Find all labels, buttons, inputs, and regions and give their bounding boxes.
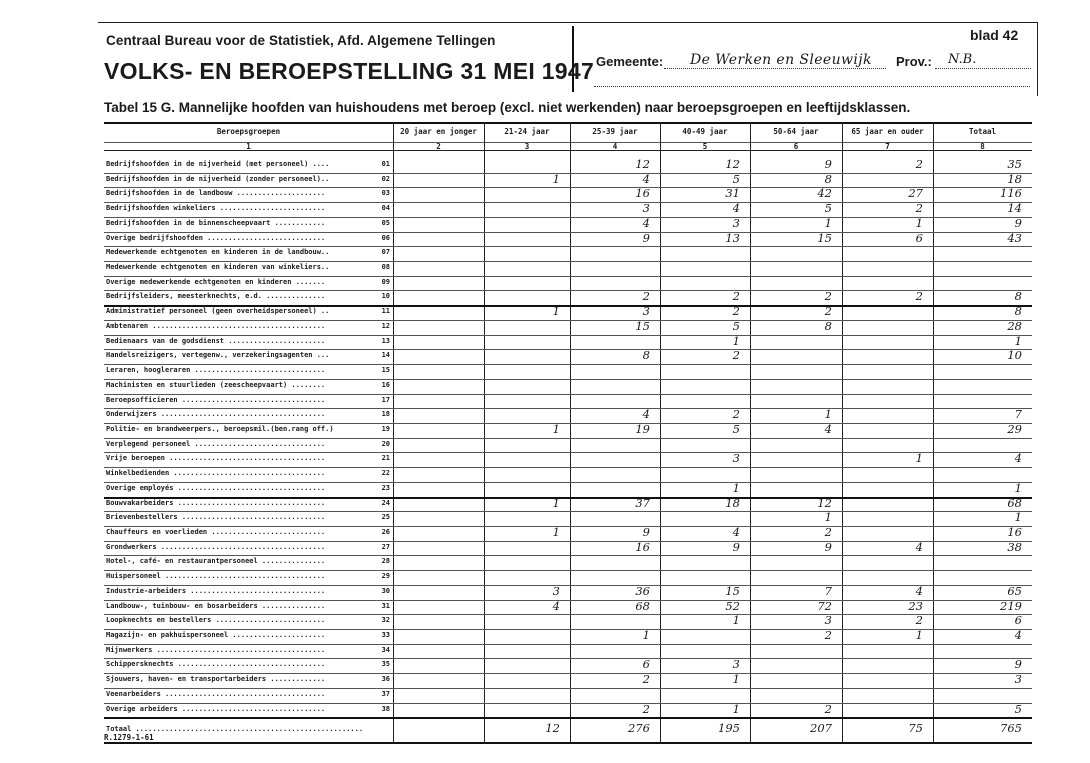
cell-value: 6: [915, 230, 923, 245]
cell-value: 35: [1007, 157, 1022, 171]
cell-value: 5: [1014, 701, 1022, 716]
cell-value: 8: [824, 171, 832, 186]
column-number: 7: [885, 141, 890, 151]
row-label: Loopknechts en bestellers ..........................: [106, 616, 326, 625]
cell-value: 3: [732, 215, 740, 230]
column-divider: [933, 122, 934, 742]
column-header: Totaal: [968, 127, 997, 136]
row-label: Mijnwerkers ........................................: [106, 645, 326, 654]
province-value: N.B.: [948, 52, 977, 67]
column-header: 65 jaar en ouder: [851, 127, 924, 136]
cell-value: 2: [732, 289, 740, 304]
cell-value: 2: [915, 613, 923, 628]
cell-value: 2: [642, 289, 650, 304]
row-label: Bedrijfshoofden in de nijverheid (zonder personeel)..: [106, 174, 330, 183]
row-code: 25: [381, 513, 390, 522]
cell-value: 1: [732, 672, 740, 687]
total-label: Totaal ......................................................: [106, 725, 364, 734]
cell-value: 2: [915, 289, 923, 304]
row-label: Machinisten en stuurlieden (zeescheepvaart) ........: [106, 380, 326, 389]
row-label: Schippersknechts ...................................: [106, 660, 326, 669]
cell-value: 9: [642, 525, 650, 539]
row-code: 19: [381, 424, 390, 433]
census-title: VOLKS- EN BEROEPSTELLING 31 MEI 1947: [104, 58, 595, 84]
cell-value: 16: [1007, 525, 1022, 539]
cell-value: 2: [824, 304, 832, 319]
group-separator: [104, 717, 1032, 719]
table-bottom-rule: [104, 742, 1032, 744]
gemeente-dotted-line: [664, 68, 886, 69]
column-divider: [750, 122, 751, 742]
cell-value: 12: [635, 157, 650, 171]
table-title: Tabel 15 G. Mannelijke hoofden van huishoudens met beroep (excl. niet werkenden) naar beroepsgroepen en leeftijdsklassen.: [104, 100, 911, 115]
cell-value: 7: [824, 583, 832, 598]
cell-value: 2: [642, 701, 650, 716]
cell-value: 4: [915, 583, 923, 598]
cell-value: 12: [725, 157, 740, 171]
cell-value: 2: [824, 628, 832, 643]
cell-value: 9: [732, 539, 740, 554]
column-number: 8: [980, 141, 985, 151]
province-label: Prov.:: [896, 54, 932, 69]
row-label: Overige bedrijfshoofden ............................: [106, 233, 326, 242]
cell-value: 3: [732, 657, 740, 672]
row-code: 34: [381, 645, 390, 654]
cell-value: 1: [732, 701, 740, 716]
row-code: 33: [381, 631, 390, 640]
row-code: 02: [381, 174, 390, 183]
row-code: 36: [381, 675, 390, 684]
row-label: Sjouwers, haven- en transportarbeiders .............: [106, 675, 326, 684]
cell-value: 1: [915, 451, 923, 466]
cell-value: 5: [824, 201, 832, 216]
row-code: 38: [381, 704, 390, 713]
row-label: Bedrijfshoofden in de landbouw .....................: [106, 189, 326, 198]
column-divider: [660, 122, 661, 742]
row-label: Brievenbestellers ..................................: [106, 513, 326, 522]
row-label: Onderwijzers .......................................: [106, 410, 326, 419]
row-rule: [104, 320, 1032, 321]
row-code: 17: [381, 395, 390, 404]
cell-value: 72: [817, 598, 832, 613]
row-code: 07: [381, 248, 390, 257]
row-label: Ambtenaren .........................................: [106, 321, 326, 330]
province-dotted-line: [935, 68, 1031, 69]
cell-value: 1: [824, 510, 832, 525]
cell-value: 9: [642, 230, 650, 245]
cell-value: 219: [1000, 598, 1022, 613]
row-rule: [104, 349, 1032, 350]
row-label: Bedienaars van de godsdienst .......................: [106, 336, 326, 345]
cell-value: 2: [824, 289, 832, 304]
row-label: Beroepsofficieren ..................................: [106, 395, 326, 404]
row-code: 26: [381, 528, 390, 536]
row-label: Veenarbeiders ......................................: [106, 689, 326, 698]
cell-value: 3: [642, 304, 650, 319]
column-header: 25-39 jaar: [592, 127, 638, 136]
row-code: 37: [381, 689, 390, 698]
cell-value: 19: [635, 421, 650, 436]
cell-value: 2: [732, 407, 740, 422]
cell-value: 1: [915, 628, 923, 643]
cell-value: 2: [824, 701, 832, 716]
row-code: 04: [381, 204, 390, 213]
row-rule: [104, 482, 1032, 483]
cell-value: 15: [725, 583, 740, 598]
gemeente-value: De Werken en Sleeuwijk: [690, 52, 872, 68]
cell-value: 18: [1007, 171, 1022, 186]
cell-value: 27: [908, 186, 923, 201]
row-code: 06: [381, 233, 390, 242]
cell-value: 16: [635, 539, 650, 554]
cell-value: 4: [552, 598, 560, 613]
row-code: 22: [381, 469, 390, 478]
row-label: Landbouw-, tuinbouw- en bosarbeiders ...............: [106, 601, 326, 610]
row-code: 05: [381, 218, 390, 227]
cell-value: 1: [552, 304, 560, 319]
cell-value: 1: [1014, 480, 1022, 495]
gemeente-label: Gemeente:: [596, 54, 664, 69]
total-value: 276: [628, 721, 650, 736]
extra-dotted-line: [594, 86, 1030, 87]
cell-value: 4: [732, 525, 740, 539]
cell-value: 8: [1014, 289, 1022, 304]
cell-value: 4: [1014, 451, 1022, 466]
cell-value: 9: [824, 157, 832, 171]
cell-value: 15: [635, 318, 650, 333]
row-code: 27: [381, 542, 390, 551]
total-value: 207: [810, 721, 832, 736]
cell-value: 1: [732, 333, 740, 348]
cell-value: 3: [1014, 672, 1022, 687]
row-label: Magazijn- en pakhuispersoneel ......................: [106, 631, 326, 640]
cell-value: 4: [642, 215, 650, 230]
column-number: 1: [246, 141, 251, 151]
row-code: 28: [381, 557, 390, 566]
row-code: 09: [381, 277, 390, 286]
row-rule: [104, 688, 1032, 689]
total-value: 75: [908, 721, 923, 736]
form-code: R.1279-1-61: [104, 733, 154, 742]
cell-value: 1: [1014, 333, 1022, 348]
table-top-rule: [104, 122, 1032, 124]
row-code: 03: [381, 189, 390, 198]
row-label: Grondwerkers .......................................: [106, 542, 326, 551]
column-header: Beroepsgroepen: [216, 127, 281, 136]
cell-value: 3: [552, 583, 560, 598]
column-divider: [484, 122, 485, 742]
cell-value: 43: [1007, 230, 1022, 245]
total-value: 765: [1000, 721, 1022, 736]
cell-value: 6: [642, 657, 650, 672]
cell-value: 2: [732, 348, 740, 363]
cell-value: 5: [732, 171, 740, 186]
row-rule: [104, 570, 1032, 571]
row-rule: [104, 173, 1032, 174]
row-code: 32: [381, 616, 390, 625]
cell-value: 4: [824, 421, 832, 436]
row-rule: [104, 438, 1032, 439]
cell-value: 3: [732, 451, 740, 466]
cell-value: 31: [725, 186, 740, 201]
row-label: Bouwvakarbeiders ...................................: [106, 498, 326, 507]
row-rule: [104, 673, 1032, 674]
cell-value: 68: [1007, 495, 1022, 510]
cell-value: 8: [824, 318, 832, 333]
row-rule: [104, 423, 1032, 424]
cell-value: 1: [1014, 510, 1022, 525]
cell-value: 12: [817, 495, 832, 510]
cell-value: 29: [1007, 421, 1022, 436]
row-rule: [104, 335, 1032, 336]
row-rule: [104, 379, 1032, 380]
row-label: Industrie-arbeiders ................................: [106, 586, 326, 595]
cell-value: 15: [817, 230, 832, 245]
column-number: 3: [524, 141, 530, 151]
row-label: Bedrijfshoofden in de nijverheid (met personeel) ....: [106, 160, 330, 168]
cell-value: 8: [642, 348, 650, 363]
row-label: Administratief personeel (geen overheidspersoneel) ..: [106, 307, 330, 316]
row-label: Verplegend personeel ...............................: [106, 439, 326, 448]
cell-value: 1: [552, 495, 560, 510]
row-rule: [104, 644, 1032, 645]
row-code: 16: [381, 380, 390, 389]
row-label: Politie- en brandweerpers., beroepsmil.(ben.rang off.): [106, 424, 334, 433]
row-label: Overige employés ...................................: [106, 483, 326, 492]
cell-value: 38: [1007, 539, 1022, 554]
row-code: 20: [381, 439, 390, 448]
row-code: 23: [381, 483, 390, 492]
cell-value: 5: [732, 421, 740, 436]
cell-value: 1: [642, 628, 650, 643]
frame-right-border: [1037, 22, 1038, 96]
column-number: 5: [702, 141, 708, 151]
row-label: Hotel-, café- en restaurantpersoneel ...............: [106, 557, 326, 566]
column-divider: [842, 122, 843, 742]
cell-value: 42: [817, 186, 832, 201]
organization-name: Centraal Bureau voor de Statistiek, Afd. Algemene Tellingen: [106, 33, 496, 48]
cell-value: 13: [725, 230, 740, 245]
row-rule: [104, 526, 1032, 527]
row-rule: [104, 703, 1032, 704]
cell-value: 16: [635, 186, 650, 201]
row-code: 13: [381, 336, 390, 345]
row-code: 12: [381, 321, 390, 330]
cell-value: 2: [642, 672, 650, 687]
row-rule: [104, 246, 1032, 247]
cell-value: 10: [1007, 348, 1022, 363]
cell-value: 23: [908, 598, 923, 613]
row-code: 21: [381, 454, 390, 463]
row-label: Chauffeurs en voerlieden ...........................: [106, 528, 326, 536]
cell-value: 2: [915, 157, 923, 171]
cell-value: 3: [642, 201, 650, 216]
cell-value: 1: [732, 480, 740, 495]
cell-value: 1: [552, 171, 560, 186]
total-value: 12: [545, 721, 560, 736]
row-code: 08: [381, 263, 390, 272]
cell-value: 7: [1014, 407, 1022, 422]
cell-value: 2: [824, 525, 832, 539]
cell-value: 6: [1014, 613, 1022, 628]
row-code: 11: [381, 307, 390, 316]
cell-value: 116: [1000, 186, 1022, 201]
cell-value: 18: [725, 495, 740, 510]
row-rule: [104, 408, 1032, 409]
cell-value: 2: [915, 201, 923, 216]
row-code: 31: [381, 601, 390, 610]
total-value: 195: [718, 721, 740, 736]
cell-value: 9: [1014, 657, 1022, 672]
column-number: 4: [612, 141, 618, 151]
row-code: 30: [381, 586, 390, 595]
row-code: 18: [381, 410, 390, 419]
cell-value: 4: [1014, 628, 1022, 643]
row-label: Winkelbedienden ....................................: [106, 469, 326, 478]
row-code: 14: [381, 351, 390, 360]
cell-value: 65: [1007, 583, 1022, 598]
column-header: 50-64 jaar: [773, 127, 819, 136]
cell-value: 1: [824, 215, 832, 230]
row-rule: [104, 394, 1032, 395]
column-header: 20 jaar en jonger: [400, 127, 477, 136]
cell-value: 52: [725, 598, 740, 613]
cell-value: 3: [824, 613, 832, 628]
row-code: 01: [381, 160, 390, 168]
row-label: Medewerkende echtgenoten en kinderen van winkeliers..: [106, 263, 330, 272]
column-divider: [393, 122, 394, 742]
row-label: Overige arbeiders ..................................: [106, 704, 326, 713]
cell-value: 9: [824, 539, 832, 554]
row-label: Medewerkende echtgenoten en kinderen in de landbouw..: [106, 248, 330, 257]
row-label: Bedrijfshoofden winkeliers .........................: [106, 204, 326, 213]
cell-value: 1: [552, 525, 560, 539]
row-label: Vrije beroepen .....................................: [106, 454, 326, 463]
row-label: Handelsreizigers, vertegenw., verzekeringsagenten ...: [106, 351, 330, 360]
cell-value: 8: [1014, 304, 1022, 319]
row-label: Leraren, hoogleraren ...............................: [106, 366, 326, 375]
column-number: 6: [793, 141, 799, 151]
cell-value: 1: [552, 421, 560, 436]
row-label: Bedrijfshoofden in de binnenscheepvaart ............: [106, 218, 326, 227]
row-rule: [104, 511, 1032, 512]
cell-value: 14: [1007, 201, 1022, 216]
cell-value: 37: [635, 495, 650, 510]
row-rule: [104, 555, 1032, 556]
cell-value: 28: [1007, 318, 1022, 333]
cell-value: 4: [732, 201, 740, 216]
row-rule: [104, 364, 1032, 365]
cell-value: 36: [635, 583, 650, 598]
column-header: 40-49 jaar: [682, 127, 728, 136]
column-number: 2: [436, 141, 441, 151]
row-rule: [104, 658, 1032, 659]
cell-value: 4: [915, 539, 923, 554]
row-rule: [104, 467, 1032, 468]
row-label: Huispersoneel ......................................: [106, 572, 326, 581]
cell-value: 5: [732, 318, 740, 333]
frame-top-border: [98, 22, 1038, 23]
cell-value: 2: [732, 304, 740, 319]
cell-value: 1: [915, 215, 923, 230]
cell-value: 68: [635, 598, 650, 613]
cell-value: 1: [732, 613, 740, 628]
row-code: 10: [381, 292, 390, 301]
column-divider: [570, 122, 571, 742]
column-header: 21-24 jaar: [504, 127, 550, 136]
cell-value: 4: [642, 171, 650, 186]
row-code: 24: [381, 498, 390, 507]
cell-value: 4: [642, 407, 650, 422]
cell-value: 1: [824, 407, 832, 422]
row-label: Bedrijfsleiders, meesterknechts, e.d. ..............: [106, 292, 326, 301]
row-rule: [104, 276, 1032, 277]
row-code: 29: [381, 572, 390, 581]
cell-value: 9: [1014, 215, 1022, 230]
row-label: Overige medewerkende echtgenoten en kinderen .......: [106, 277, 326, 286]
row-rule: [104, 261, 1032, 262]
row-code: 35: [381, 660, 390, 669]
sheet-number: blad 42: [970, 27, 1019, 43]
row-code: 15: [381, 366, 390, 375]
